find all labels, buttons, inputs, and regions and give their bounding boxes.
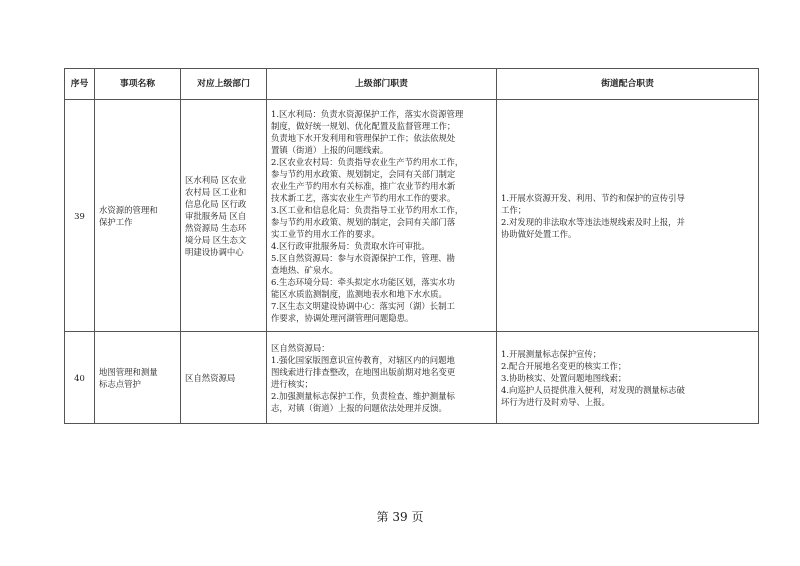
duty-line: 2.加强测量标志保护工作，负责检查、维护测量标: [271, 390, 455, 401]
page-number: 第 39 页: [376, 510, 424, 524]
col-header-no: 序号: [65, 69, 95, 100]
row-number: 39: [65, 100, 95, 332]
dept-line: 然资源局 生态环: [185, 222, 247, 233]
street-duty-line: 1.开展水资源开发、利用、节约和保护的宣传引导: [501, 192, 685, 203]
duty-line: 置镇（街道）上报的问题线索。: [271, 144, 389, 155]
duty-line: 作要求，协调处理河湖管理问题隐患。: [271, 312, 414, 323]
item-name-line: 标志点管护: [99, 378, 141, 389]
row-number: 40: [65, 332, 95, 424]
duty-line: 4.区行政审批服务局：负责取水许可审批。: [271, 240, 430, 251]
col-header-superior-dept: 对应上级部门: [181, 69, 267, 100]
duty-line: 技术新工艺，落实农业生产节约用水工作的要求。: [271, 192, 456, 203]
duty-line: 进行核实；: [271, 378, 313, 389]
duty-line: 查地热、矿泉水。: [271, 264, 338, 275]
table-row: [65, 100, 759, 332]
street-duty-line: 4.向巡护人员提供准入便利，对发现的测量标志破: [501, 384, 685, 395]
dept-line: 区自然资源局: [185, 372, 236, 383]
table-header-row: [65, 69, 759, 100]
street-duty-line: 2.配合开展地名变更的核实工作；: [501, 360, 627, 371]
duty-line: 农业生产节约用水有关标准，推广农业节约用水新: [271, 180, 456, 191]
duty-line: 3.区工业和信息化局：负责指导工业节约用水工作，: [271, 204, 464, 215]
street-duty-line: 坏行为进行及时劝导、上报。: [501, 396, 610, 407]
duty-line: 参与节约用水政策、规划的制定，会同有关部门落: [271, 216, 456, 227]
duty-line: 区自然资源局：: [271, 342, 330, 353]
dept-line: 信息化局 区行政: [185, 198, 247, 209]
superior-dept: [181, 100, 267, 332]
item-name-line: 地图管理和测量: [99, 366, 158, 377]
duty-line: 志，对镇（街道）上报的问题依法处理并反馈。: [271, 402, 447, 413]
dept-line: 明建设协调中心: [185, 246, 244, 257]
street-duty-line: 工作；: [501, 204, 527, 215]
duty-table: [64, 68, 759, 424]
dept-line: 区水利局 区农业: [185, 174, 247, 185]
table-row: [65, 332, 759, 424]
street-duty-line: 2.对发现的非法取水等违法违规线索及时上报，并: [501, 216, 685, 227]
duty-line: 能区水质监测制度，监测地表水和地下水水质。: [271, 288, 447, 299]
duty-line: 制度，做好统一规划、优化配置及监督管理工作；: [271, 120, 456, 131]
duty-line: 2.区农业农村局：负责指导农业生产节约用水工作，: [271, 156, 464, 167]
col-header-street-duty: 街道配合职责: [497, 69, 759, 100]
duty-line: 实工业节约用水工作的要求。: [271, 228, 380, 239]
dept-line: 审批服务局 区自: [185, 210, 247, 221]
duty-line: 负责地下水开发利用和管理保护工作；依法依规处: [271, 132, 456, 143]
duty-line: 图线索进行排查整改，在地图出版前期对地名变更: [271, 366, 456, 377]
col-header-item-name: 事项名称: [95, 69, 181, 100]
street-duty-line: 3.协助核实、处置问题地图线索；: [501, 372, 627, 383]
col-header-superior-duty: 上级部门职责: [267, 69, 497, 100]
item-name-line: 保护工作: [99, 216, 133, 227]
street-duty: [497, 332, 759, 424]
duty-line: 7.区生态文明建设协调中心：落实河（湖）长制工: [271, 300, 455, 311]
superior-duty: [267, 332, 497, 424]
dept-line: 境分局 区生态文: [185, 234, 247, 245]
street-duty: [497, 100, 759, 332]
duty-line: 1.区水利局：负责水资源保护工作，落实水资源管理: [271, 108, 464, 119]
duty-line: 参与节约用水政策、规划制定，会同有关部门制定: [271, 168, 456, 179]
dept-line: 农村局 区工业和: [185, 186, 247, 197]
superior-duty: [267, 100, 497, 332]
duty-line: 5.区自然资源局：参与水资源保护工作，管理、勘: [271, 252, 455, 263]
item-name-line: 水资源的管理和: [99, 204, 158, 215]
duty-line: 6.生态环境分局：牵头拟定水功能区划，落实水功: [271, 276, 455, 287]
item-name: [95, 332, 181, 424]
item-name: [95, 100, 181, 332]
street-duty-line: 1.开展测量标志保护宣传；: [501, 348, 602, 359]
street-duty-line: 协助做好处置工作。: [501, 228, 577, 239]
duty-line: 1.强化国家版图意识宣传教育，对辖区内的问题地: [271, 354, 455, 365]
superior-dept: [181, 332, 267, 424]
